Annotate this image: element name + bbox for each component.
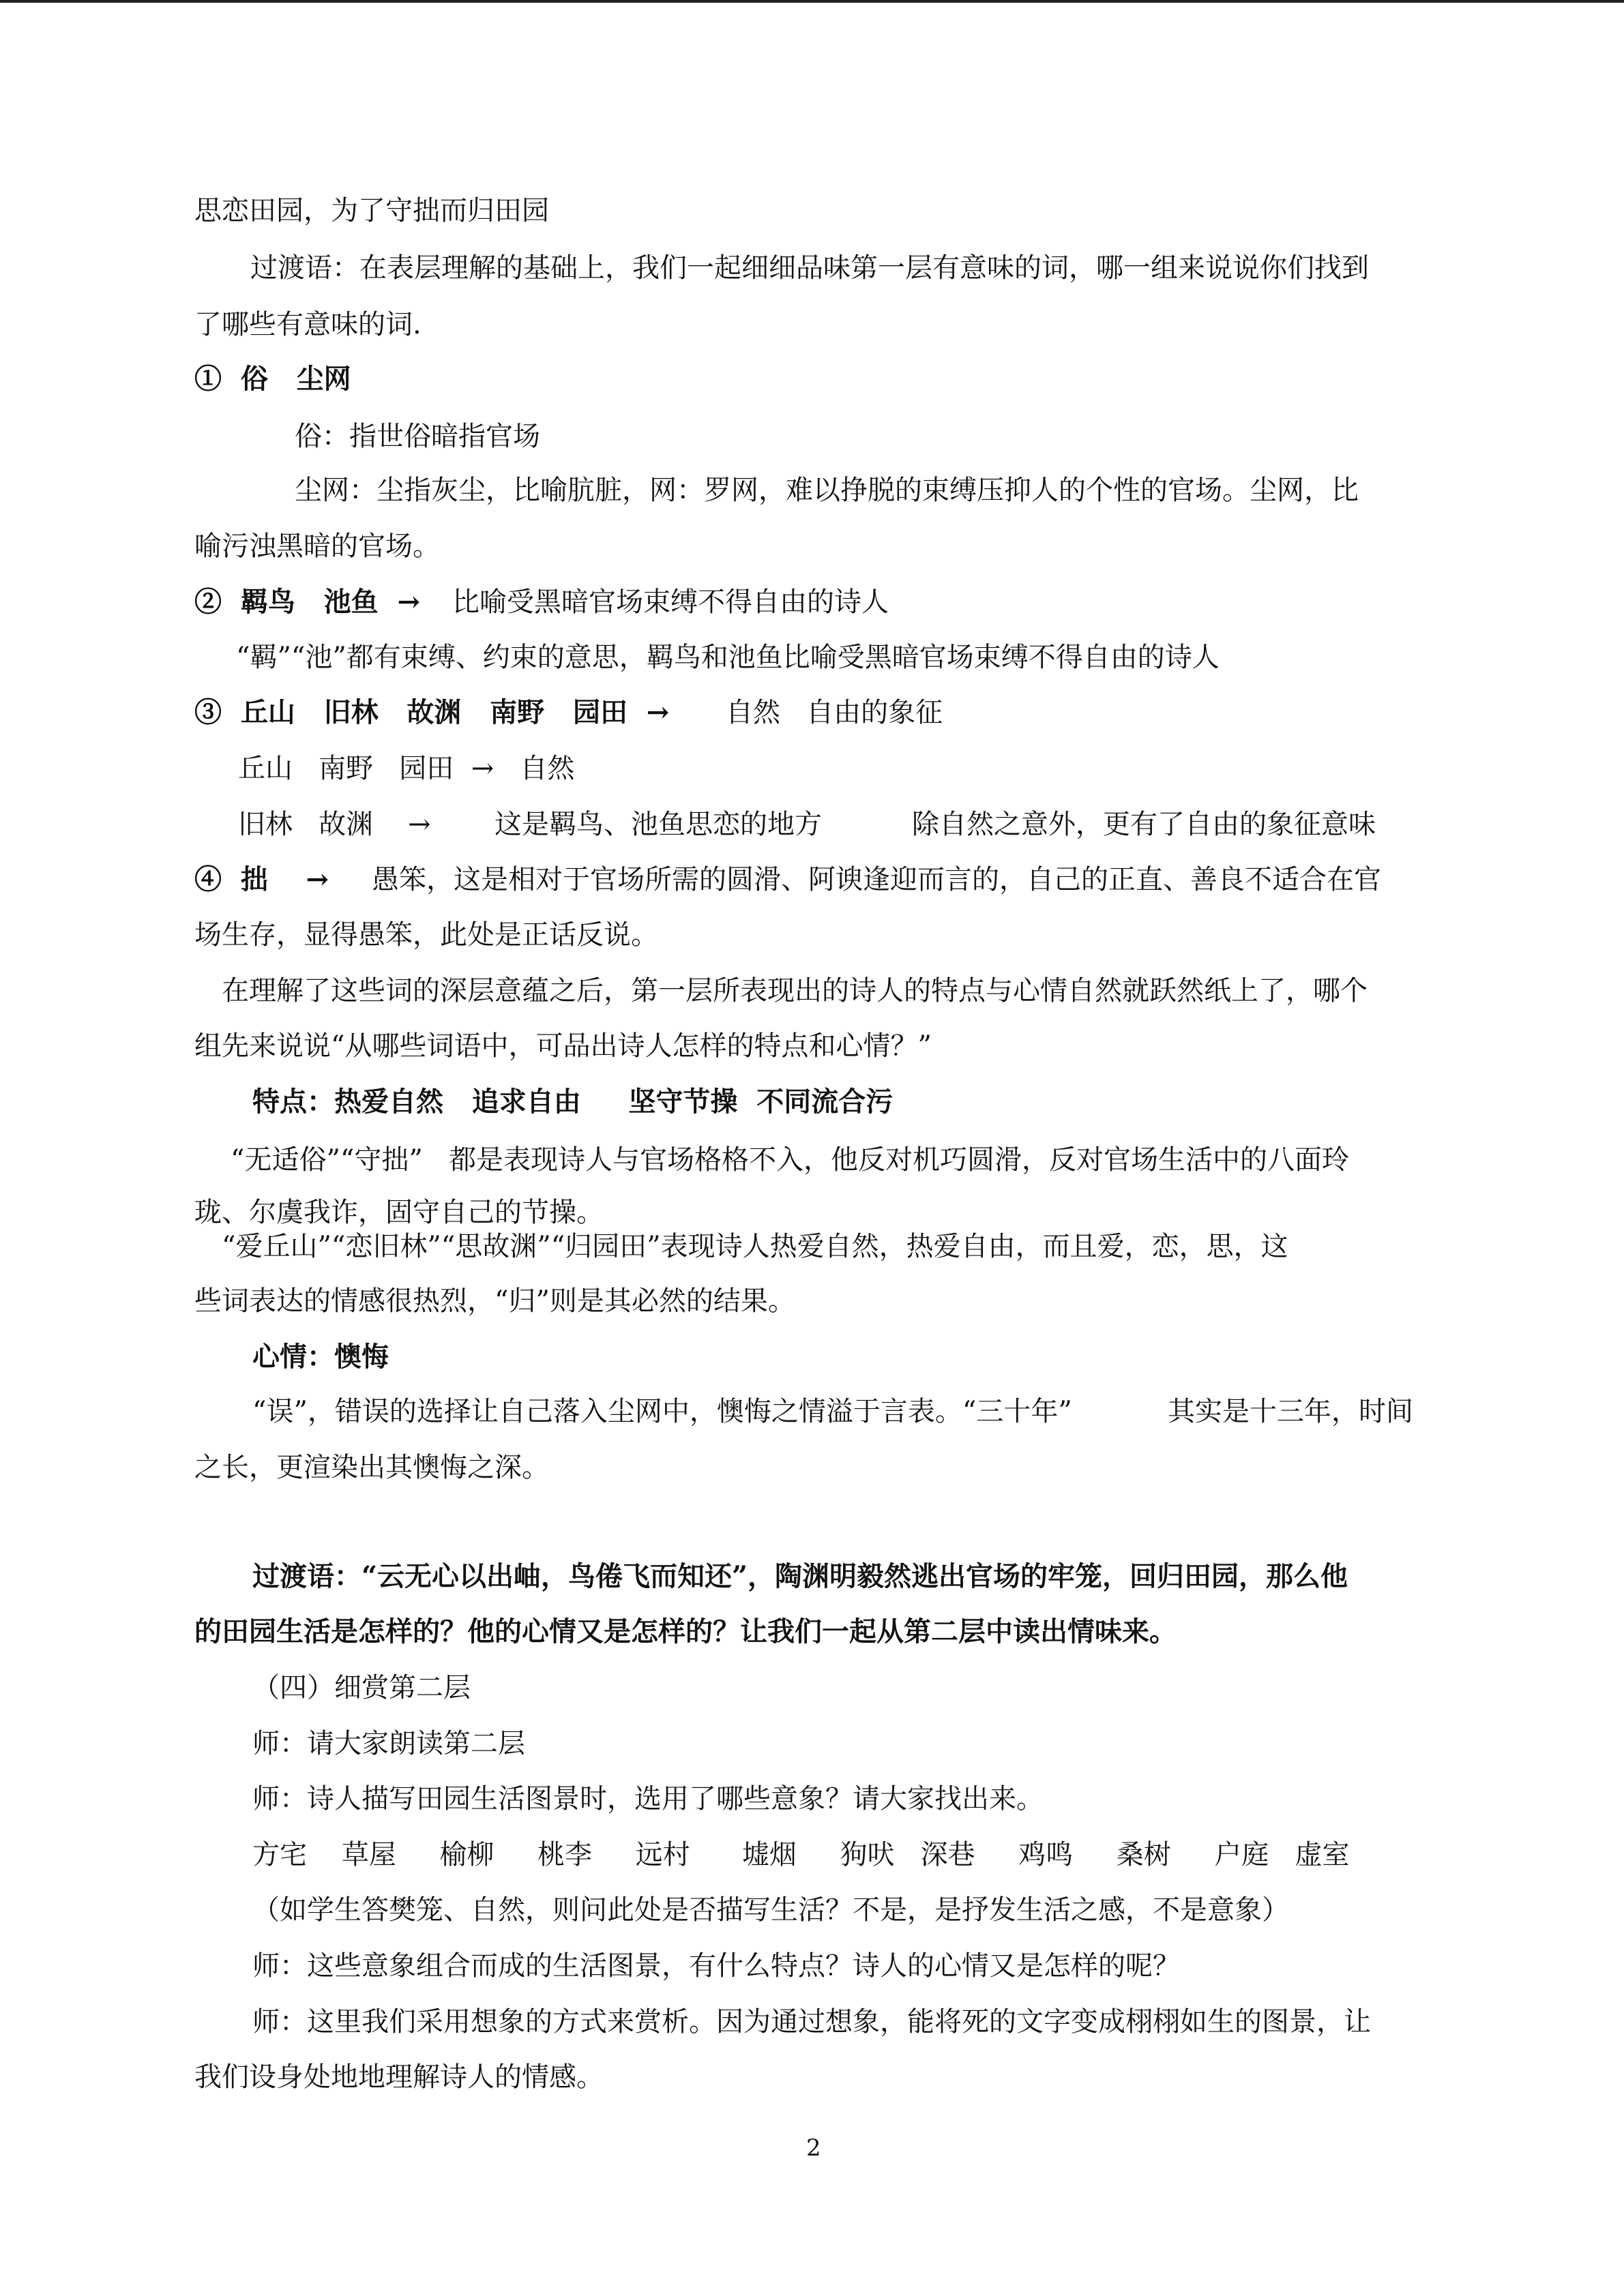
text-line: 珑、尔虞我诈，固守自己的节操。 xyxy=(194,1197,604,1228)
transition-text: 的田园生活是怎样的？他的心情又是怎样的？让我们一起从第二层中读出情味来。 xyxy=(194,1615,1177,1648)
text-line: 场生存，显得愚笨，此处是正话反说。 xyxy=(194,919,658,951)
text-line: 组先来说说“从哪些词语中，可品出诗人怎样的特点和心情？” xyxy=(194,1030,932,1062)
text-line: 愚笨，这是相对于官场所需的圆滑、阿谀逢迎而言的，自己的正直、善良不适合在官 xyxy=(372,864,1381,895)
text-line: “爱丘山”“恋旧林”“思故渊”“归园田”表现诗人热爱自然，热爱自由，而且爱，恋，思，这 xyxy=(222,1231,1288,1262)
features-heading: 特点：热爱自然 追求自由 坚守节操 不同流合污 xyxy=(252,1086,894,1118)
page-number: 2 xyxy=(806,2134,821,2162)
text-line: 师：这里我们采用想象的方式来赏析。因为通过想象，能将死的文字变成栩栩如生的图景，让 xyxy=(252,2006,1371,2038)
text-line: 师：这些意象组合而成的生活图景，有什么特点？诗人的心情又是怎样的呢？ xyxy=(252,1950,1180,1982)
text-line: 比喻受黑暗官场束缚不得自由的诗人 xyxy=(452,586,889,618)
text-line: 其实是十三年，时间 xyxy=(1168,1396,1413,1427)
text-line: 我们设身处地地理解诗人的情感。 xyxy=(194,2061,604,2093)
text-line: 这是羁鸟、池鱼思恋的地方 xyxy=(494,809,822,840)
text-line: 师：请大家朗读第二层 xyxy=(252,1728,525,1759)
text-line: 些词表达的情感很热烈，“归”则是其必然的结果。 xyxy=(194,1285,795,1317)
transition-text: 过渡语：在表层理解的基础上，我们一起细细品味第一层有意味的词，哪一组来说说你们找到 xyxy=(250,252,1369,284)
text-line: 丘山 南野 园田 → 自然 xyxy=(238,753,575,784)
text-line: 思恋田园，为了守拙而归田园 xyxy=(194,195,549,226)
text-line: 师：诗人描写田园生活图景时，选用了哪些意象？请大家找出来。 xyxy=(252,1783,1044,1815)
item-heading-1: ① 俗 尘网 xyxy=(194,363,351,395)
section-heading: （四）细赏第二层 xyxy=(252,1672,471,1703)
text-line: 在理解了这些词的深层意蕴之后，第一层所表现出的诗人的特点与心情自然就跃然纸上了，哪个 xyxy=(222,975,1368,1007)
imagery-list: 方宅 草屋 榆柳 桃李 远村 墟烟 狗吠 深巷 鸡鸣 桑树 户庭 虚室 xyxy=(252,1839,1350,1870)
text-line: （如学生答樊笼、自然，则问此处是否描写生活？不是，是抒发生活之感，不是意象） xyxy=(252,1894,1289,1926)
text-line: “羁”“池”都有束缚、约束的意思，羁鸟和池鱼比喻受黑暗官场束缚不得自由的诗人 xyxy=(236,642,1220,673)
text-line: “误”，错误的选择让自己落入尘网中，懊悔之情溢于言表。“三十年” xyxy=(252,1396,1072,1427)
mood-heading: 心情：懊悔 xyxy=(252,1341,389,1373)
text-line: 旧林 故渊 → xyxy=(238,809,431,840)
item-heading-3: ③ 丘山 旧林 故渊 南野 园田 → xyxy=(194,696,670,728)
text-line: 自然 自由的象征 xyxy=(726,697,943,728)
text-line: 除自然之意外，更有了自由的象征意味 xyxy=(912,809,1376,840)
item-heading-4: ④ 拙 → xyxy=(194,863,329,895)
item-heading-2: ② 羁鸟 池鱼 → xyxy=(194,586,420,618)
text-line: 尘网：尘指灰尘，比喻肮脏，网：罗网，难以挣脱的束缚压抑人的个性的官场。尘网，比 xyxy=(295,475,1359,506)
transition-text: 了哪些有意味的词. xyxy=(194,309,422,340)
text-line: 俗：指世俗暗指官场 xyxy=(295,421,540,452)
text-line: “无适俗”“守拙” 都是表现诗人与官场格格不入，他反对机巧圆滑，反对官场生活中的八面玲 xyxy=(231,1144,1349,1176)
top-border-line xyxy=(0,0,1624,3)
text-line: 喻污浊黑暗的官场。 xyxy=(194,531,440,562)
text-line: 之长，更渲染出其懊悔之深。 xyxy=(194,1452,549,1483)
transition-text: 过渡语：“云无心以出岫，鸟倦飞而知还”，陶渊明毅然逃出官场的牢笼，回归田园，那么他 xyxy=(252,1560,1348,1592)
